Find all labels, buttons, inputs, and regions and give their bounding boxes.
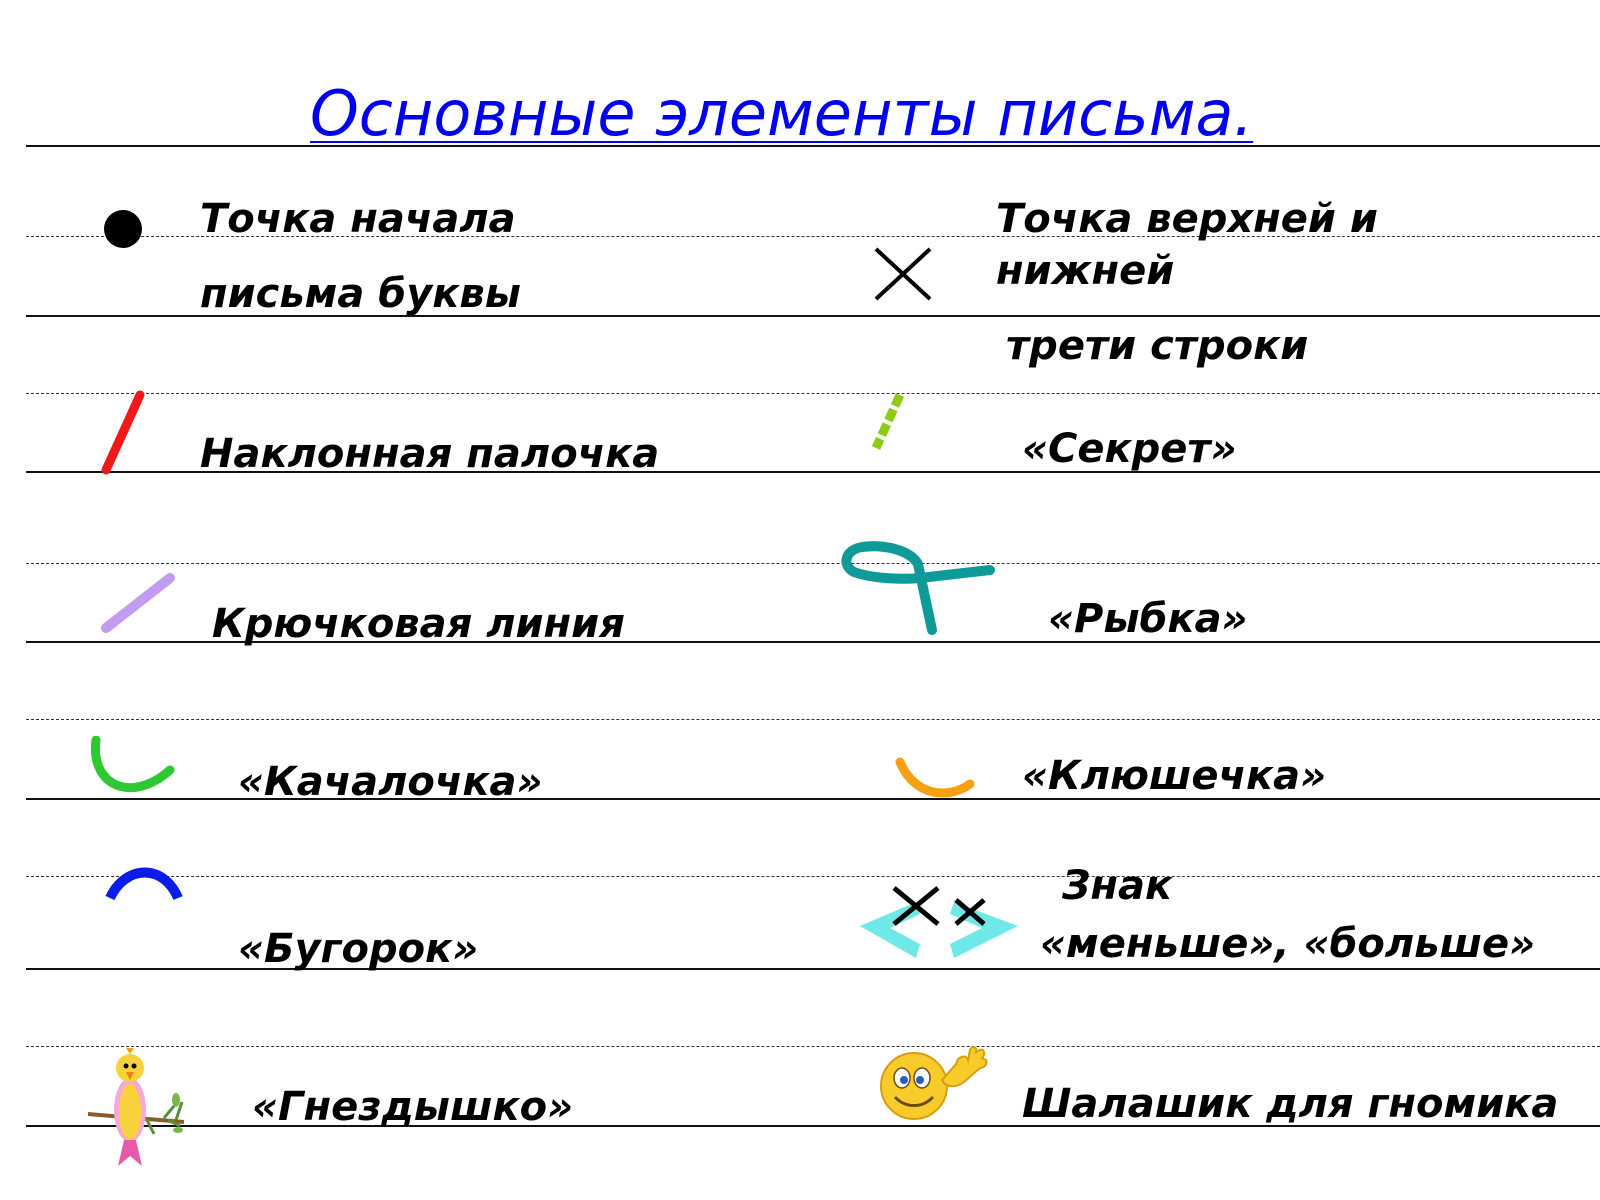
nest-label: «Гнездышко»	[252, 1084, 574, 1130]
hockey-arc-icon	[892, 756, 976, 804]
hook-line-icon	[98, 570, 178, 636]
page-title: Основные элементы письма.	[310, 77, 1254, 150]
dashed-midline	[26, 719, 1600, 720]
third-points-label-line-1: Точка верхней и	[996, 196, 1378, 242]
dashed-midline	[26, 876, 1600, 877]
cross-icon	[872, 245, 934, 303]
slanted-stick-icon	[96, 390, 150, 476]
hockey-stick-label: «Клюшечка»	[1022, 753, 1327, 799]
secret-label: «Секрет»	[1022, 426, 1237, 472]
dashed-midline	[26, 393, 1600, 394]
start-point-label-line-1: Точка начала	[200, 196, 516, 242]
filled-dot-icon	[102, 208, 144, 250]
hook-line-label: Крючковая линия	[212, 601, 625, 647]
hump-label: «Бугорок»	[238, 926, 479, 972]
angle-signs-label-line-1: Знак	[1062, 863, 1173, 909]
slanted-stick-label: Наклонная палочка	[200, 431, 660, 477]
less-greater-icon	[854, 880, 1026, 970]
fish-label: «Рыбка»	[1048, 596, 1248, 642]
waving-smiley-icon	[876, 1046, 992, 1122]
bird-on-branch-icon	[84, 1048, 188, 1170]
fish-loop-icon	[840, 538, 996, 636]
hump-arc-icon	[104, 864, 184, 904]
dashed-midline	[26, 1046, 1600, 1047]
third-points-label-line-3: трети строки	[1006, 323, 1309, 369]
secret-stroke-icon	[866, 390, 910, 454]
angle-signs-label-line-2: «меньше», «больше»	[1040, 921, 1536, 967]
start-point-label-line-2: письма буквы	[200, 271, 521, 317]
gnome-hut-label: Шалашик для гномика	[1022, 1081, 1559, 1127]
swing-label: «Качалочка»	[238, 759, 543, 805]
third-points-label-line-2: нижней	[996, 248, 1175, 294]
dashed-midline	[26, 563, 1600, 564]
swing-arc-icon	[86, 736, 178, 802]
